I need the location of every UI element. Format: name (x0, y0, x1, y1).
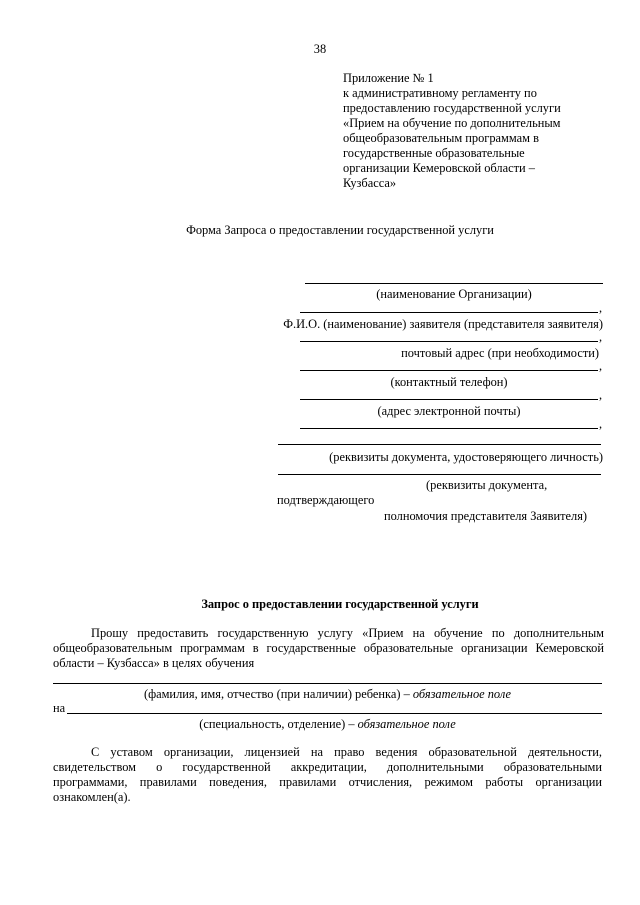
phone-line[interactable] (300, 370, 598, 371)
appendix-title: Приложение № 1 (343, 71, 434, 85)
comma: , (599, 330, 603, 344)
appendix-line: общеобразовательным программам в (343, 131, 539, 145)
required-note: обязательное поле (357, 717, 456, 731)
dash: – (345, 717, 358, 731)
acknowledgement-line: программами, правилами поведения, правилами отчисления, режимом работы организации (53, 775, 602, 789)
dash: – (400, 687, 413, 701)
comma: , (599, 301, 603, 315)
form-title: Форма Запроса о предоставлении государственной услуги (186, 223, 494, 237)
id-document-label: (реквизиты документа, удостоверяющего личность) (329, 450, 603, 464)
representative-doc-label-1: (реквизиты документа, (426, 478, 548, 492)
appendix-line: «Прием на обучение по дополнительным (343, 116, 561, 130)
appendix-line: Кузбасса» (343, 176, 397, 190)
acknowledgement-line: С уставом организации, лицензией на право ведения образовательной деятельности, (91, 745, 602, 759)
comma: , (599, 388, 603, 402)
email-line[interactable] (300, 399, 598, 400)
program-caption (53, 717, 602, 732)
organization-name-line[interactable] (305, 283, 603, 284)
appendix-line: государственные образовательные (343, 146, 525, 160)
request-line: области – Кузбасса» в целях обучения (53, 656, 255, 670)
request-line: Прошу предоставить государственную услугу «Прием на обучение по дополнительным (91, 626, 604, 640)
comma: , (599, 359, 603, 373)
comma: , (599, 417, 603, 431)
appendix-line: к административному регламенту по (343, 86, 537, 100)
program-prefix: на (53, 701, 66, 715)
acknowledgement-line: свидетельством о государственной аккредитации, дополнительными образовательными (53, 760, 602, 774)
child-name-caption (53, 687, 602, 702)
appendix-line: организации Кемеровской области – (343, 161, 535, 175)
child-name-label: (фамилия, имя, отчество (при наличии) ребенка) (143, 687, 401, 701)
acknowledgement-paragraph (53, 745, 602, 805)
email-label: (адрес электронной почты) (377, 404, 521, 418)
postal-address-line[interactable] (300, 341, 598, 342)
id-document-line-2[interactable] (278, 444, 601, 445)
request-line: общеобразовательным программам в государственные образовательные организации Кемеровской (53, 641, 604, 655)
applicant-name-line[interactable] (300, 312, 598, 313)
required-note: обязательное поле (412, 687, 512, 701)
representative-doc-label-3: полномочия представителя Заявителя) (384, 509, 588, 523)
representative-doc-label-2: подтверждающего (277, 493, 375, 507)
page-number: 38 (313, 42, 327, 56)
request-paragraph (53, 626, 604, 671)
program-label: (специальность, отделение) (199, 717, 346, 731)
organization-name-label: (наименование Организации) (376, 287, 532, 301)
postal-address-label: почтовый адрес (при необходимости) (401, 346, 599, 360)
request-title: Запрос о предоставлении государственной услуги (201, 597, 479, 611)
acknowledgement-line: ознакомлен(а). (53, 790, 131, 804)
applicant-name-label: Ф.И.О. (наименование) заявителя (представителя заявителя) (283, 317, 603, 331)
child-name-line[interactable] (53, 683, 602, 684)
phone-label: (контактный телефон) (390, 375, 508, 389)
id-document-line-1[interactable] (300, 428, 598, 429)
program-line[interactable] (67, 713, 602, 714)
appendix-line: предоставлению государственной услуги (343, 101, 561, 115)
appendix-block (343, 71, 603, 191)
representative-doc-line[interactable] (278, 474, 601, 475)
